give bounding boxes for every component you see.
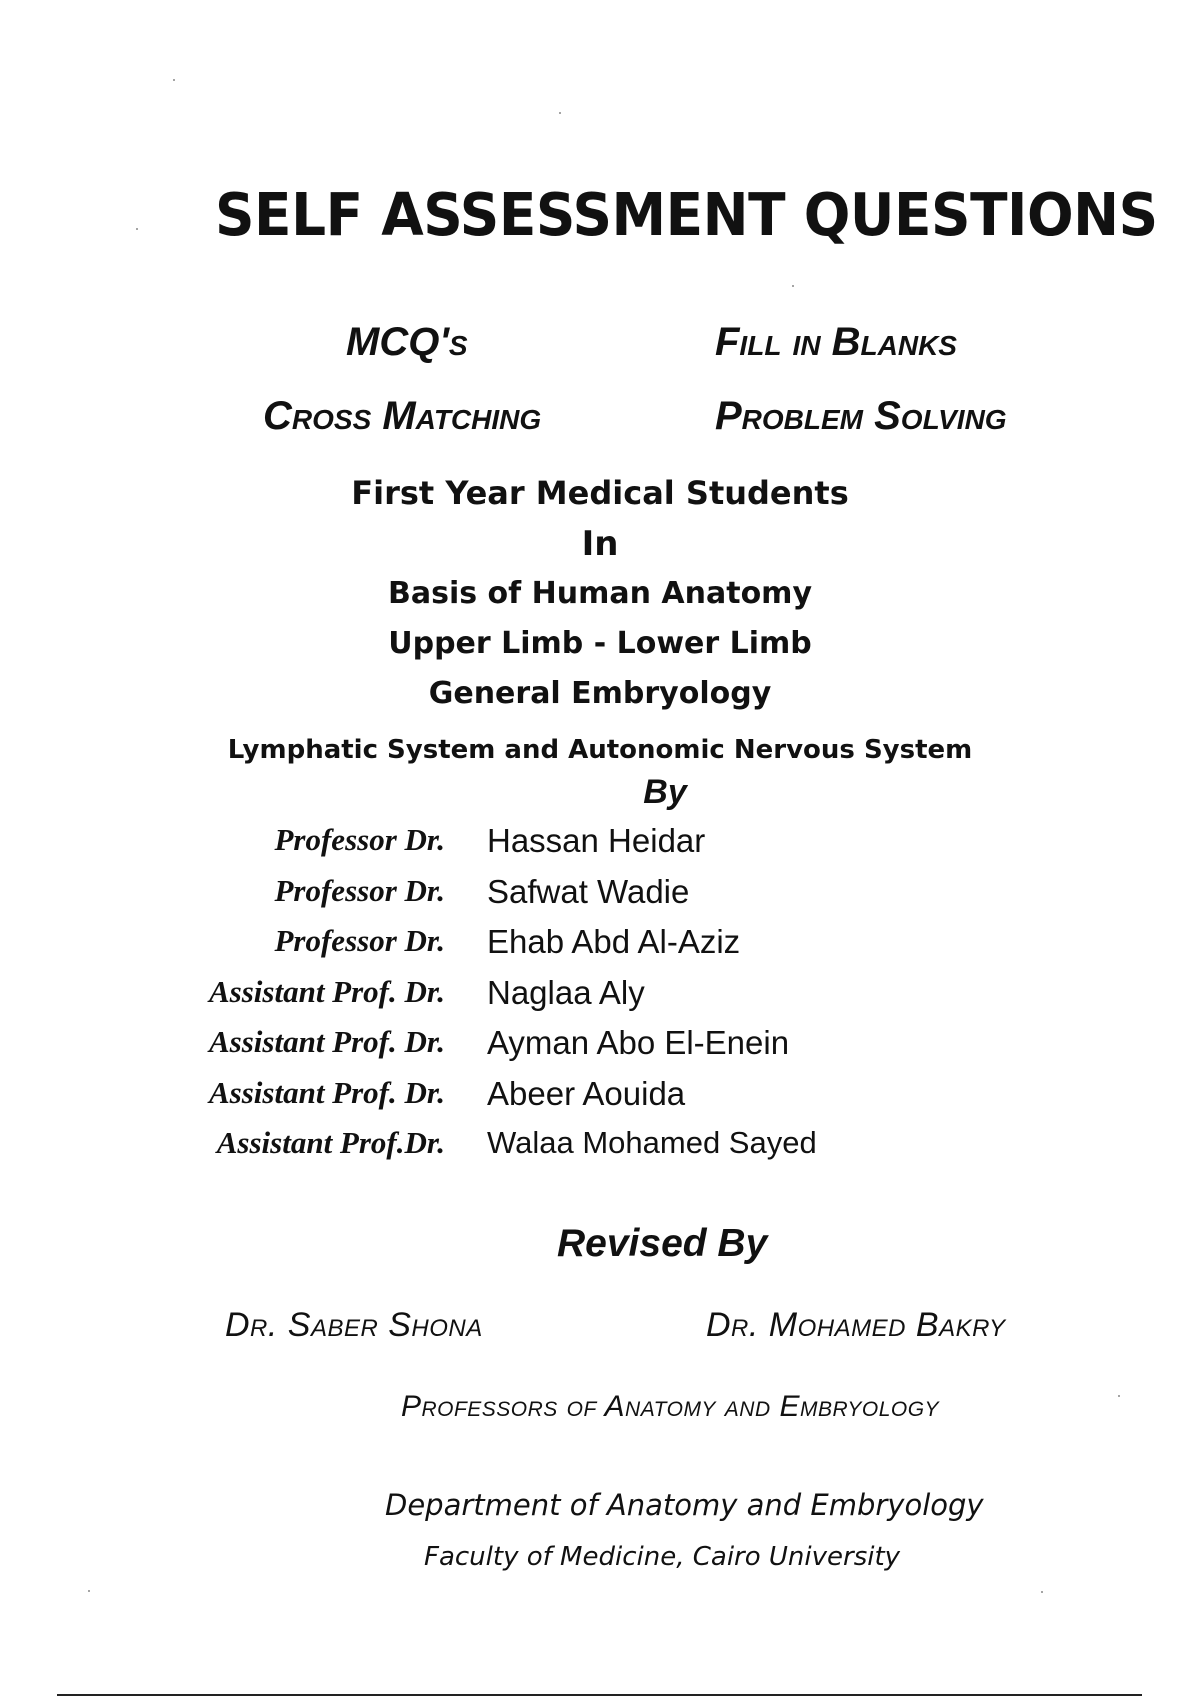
scan-speck (1118, 1395, 1120, 1397)
author-row (0, 1024, 1200, 1075)
subject-embryology: General Embryology (428, 676, 772, 711)
subject-anatomy: Basis of Human Anatomy (387, 576, 812, 611)
subject-systems: Lymphatic System and Autonomic Nervous System (227, 735, 973, 765)
author-title: Professor Dr. (274, 923, 445, 958)
author-name: Ehab Abd Al-Aziz (487, 923, 741, 960)
by-label: By (643, 773, 687, 811)
author-title: Assistant Prof.Dr. (216, 1125, 445, 1160)
scan-speck (559, 112, 561, 114)
reviser-name: Dr. Mohamed Bakry (706, 1306, 1006, 1344)
author-row (0, 1075, 1200, 1126)
author-row (0, 1125, 1200, 1176)
author-row (0, 923, 1200, 974)
question-type-mcq: MCQ's (346, 320, 468, 364)
author-title: Assistant Prof. Dr. (208, 1074, 445, 1110)
scan-speck (88, 1590, 90, 1592)
question-type-cross-matching: Cross Matching (263, 394, 542, 438)
subject-limbs: Upper Limb - Lower Limb (388, 626, 812, 661)
author-title: Professor Dr. (274, 822, 445, 857)
author-title: Assistant Prof. Dr. (208, 973, 445, 1009)
author-name: Ayman Abo El-Enein (487, 1024, 790, 1061)
author-name: Abeer Aouida (487, 1074, 686, 1112)
author-name: Hassan Heidar (487, 822, 706, 859)
author-row (0, 873, 1200, 924)
author-title: Assistant Prof. Dr. (208, 1024, 445, 1059)
page-title: SELF ASSESSMENT QUESTIONS (215, 180, 1158, 249)
author-title: Professor Dr. (274, 872, 445, 908)
author-row (0, 974, 1200, 1025)
author-name: Naglaa Aly (487, 973, 645, 1011)
revisers-role: Professors of Anatomy and Embryology (400, 1390, 940, 1423)
question-type-fill-in-blanks: Fill in Blanks (715, 320, 957, 364)
author-list (0, 822, 1200, 1176)
author-name: Walaa Mohamed Sayed (487, 1125, 817, 1160)
scan-speck (173, 79, 175, 81)
revised-by-label: Revised By (557, 1222, 768, 1265)
scan-speck (1041, 1591, 1043, 1593)
question-type-problem-solving: Problem Solving (715, 394, 1007, 438)
bottom-divider (57, 1694, 1142, 1696)
faculty-name: Faculty of Medicine, Cairo University (424, 1542, 901, 1572)
scan-speck (792, 285, 794, 287)
author-row (0, 822, 1200, 873)
author-name: Safwat Wadie (487, 872, 690, 910)
in-label: In (581, 524, 619, 564)
audience-line: First Year Medical Students (351, 474, 849, 512)
department-name: Department of Anatomy and Embryology (385, 1488, 984, 1522)
reviser-name: Dr. Saber Shona (225, 1306, 483, 1344)
scan-speck (136, 228, 138, 230)
